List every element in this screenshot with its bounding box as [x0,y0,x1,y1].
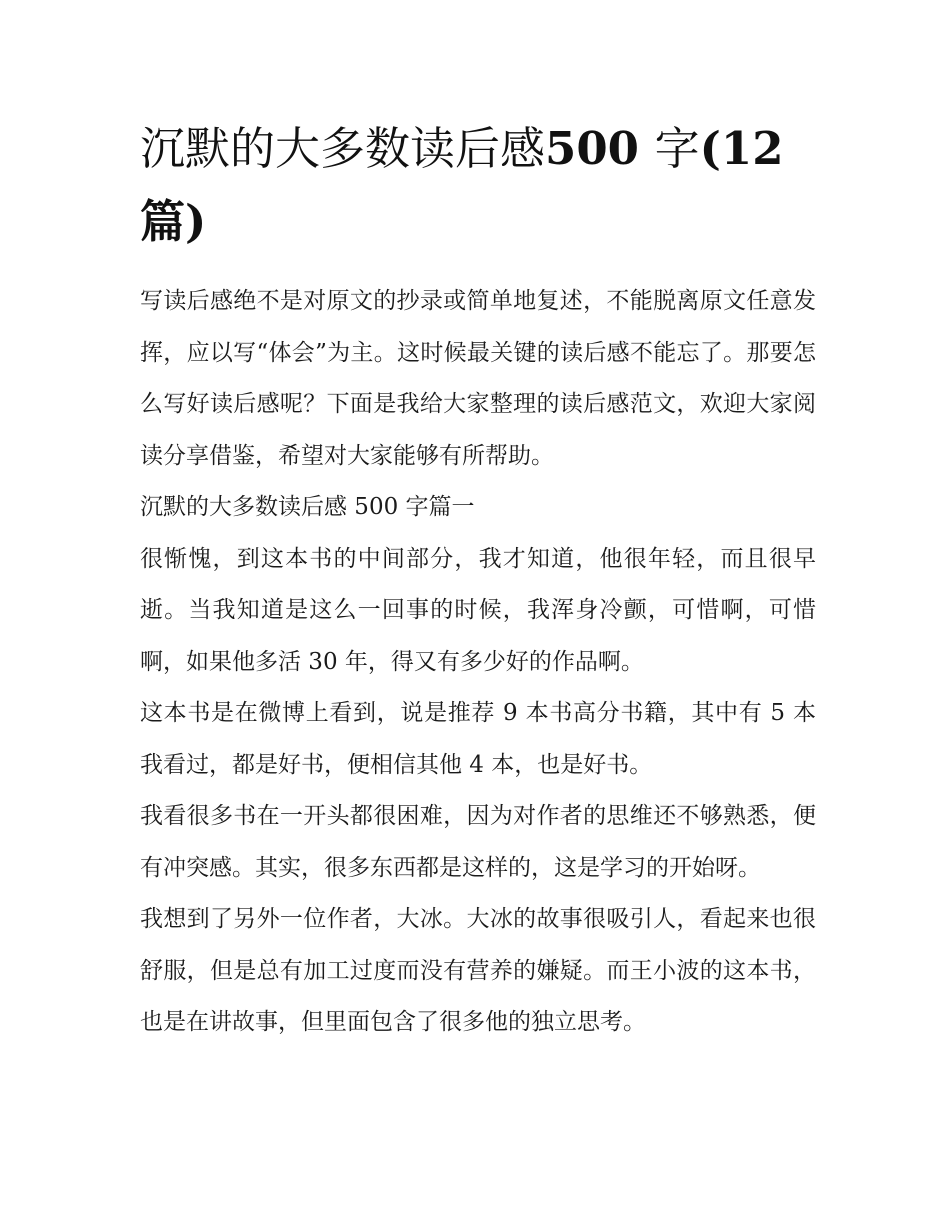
section-heading: 沉默的大多数读后感 500 字篇一 [140,494,475,520]
intro-paragraph: 写读后感绝不是对原文的抄录或简单地复述，不能脱离原文任意发挥，应以写“体会”为主。这时候最关键的读后感不能忘了。那要怎么写好读后感呢？下面是我给大家整理的读后感范文，欢迎大家阅读分享借鉴，希望对大家能够有所帮助。 [140,288,816,469]
body-paragraph: 我看很多书在一开头都很困难，因为对作者的思维还不够熟悉，便有冲突感。其实，很多东西都是这样的，这是学习的开始呀。 [140,803,816,881]
body-paragraph: 我想到了另外一位作者，大冰。大冰的故事很吸引人，看起来也很舒服，但是总有加工过度而没有营养的嫌疑。而王小波的这本书，也是在讲故事，但里面包含了很多他的独立思考。 [140,906,816,1035]
body-paragraph: 这本书是在微博上看到，说是推荐 9 本书高分书籍，其中有 5 本我看过，都是好书，便相信其他 4 本，也是好书。 [140,700,816,778]
body-paragraph: 很惭愧，到这本书的中间部分，我才知道，他很年轻，而且很早逝。当我知道是这么一回事的时候，我浑身冷颤，可惜啊，可惜啊，如果他多活 30 年，得又有多少好的作品啊。 [140,545,816,675]
document-body [140,276,816,1049]
title-unit-text: 字 [654,122,700,175]
title-end-text: 篇) [140,195,207,248]
document-title [140,112,820,258]
title-word-count: 500 [545,122,655,175]
title-main-text: 沉默的大多数读后感 [140,122,546,175]
title-essay-count: (12 [699,122,784,175]
